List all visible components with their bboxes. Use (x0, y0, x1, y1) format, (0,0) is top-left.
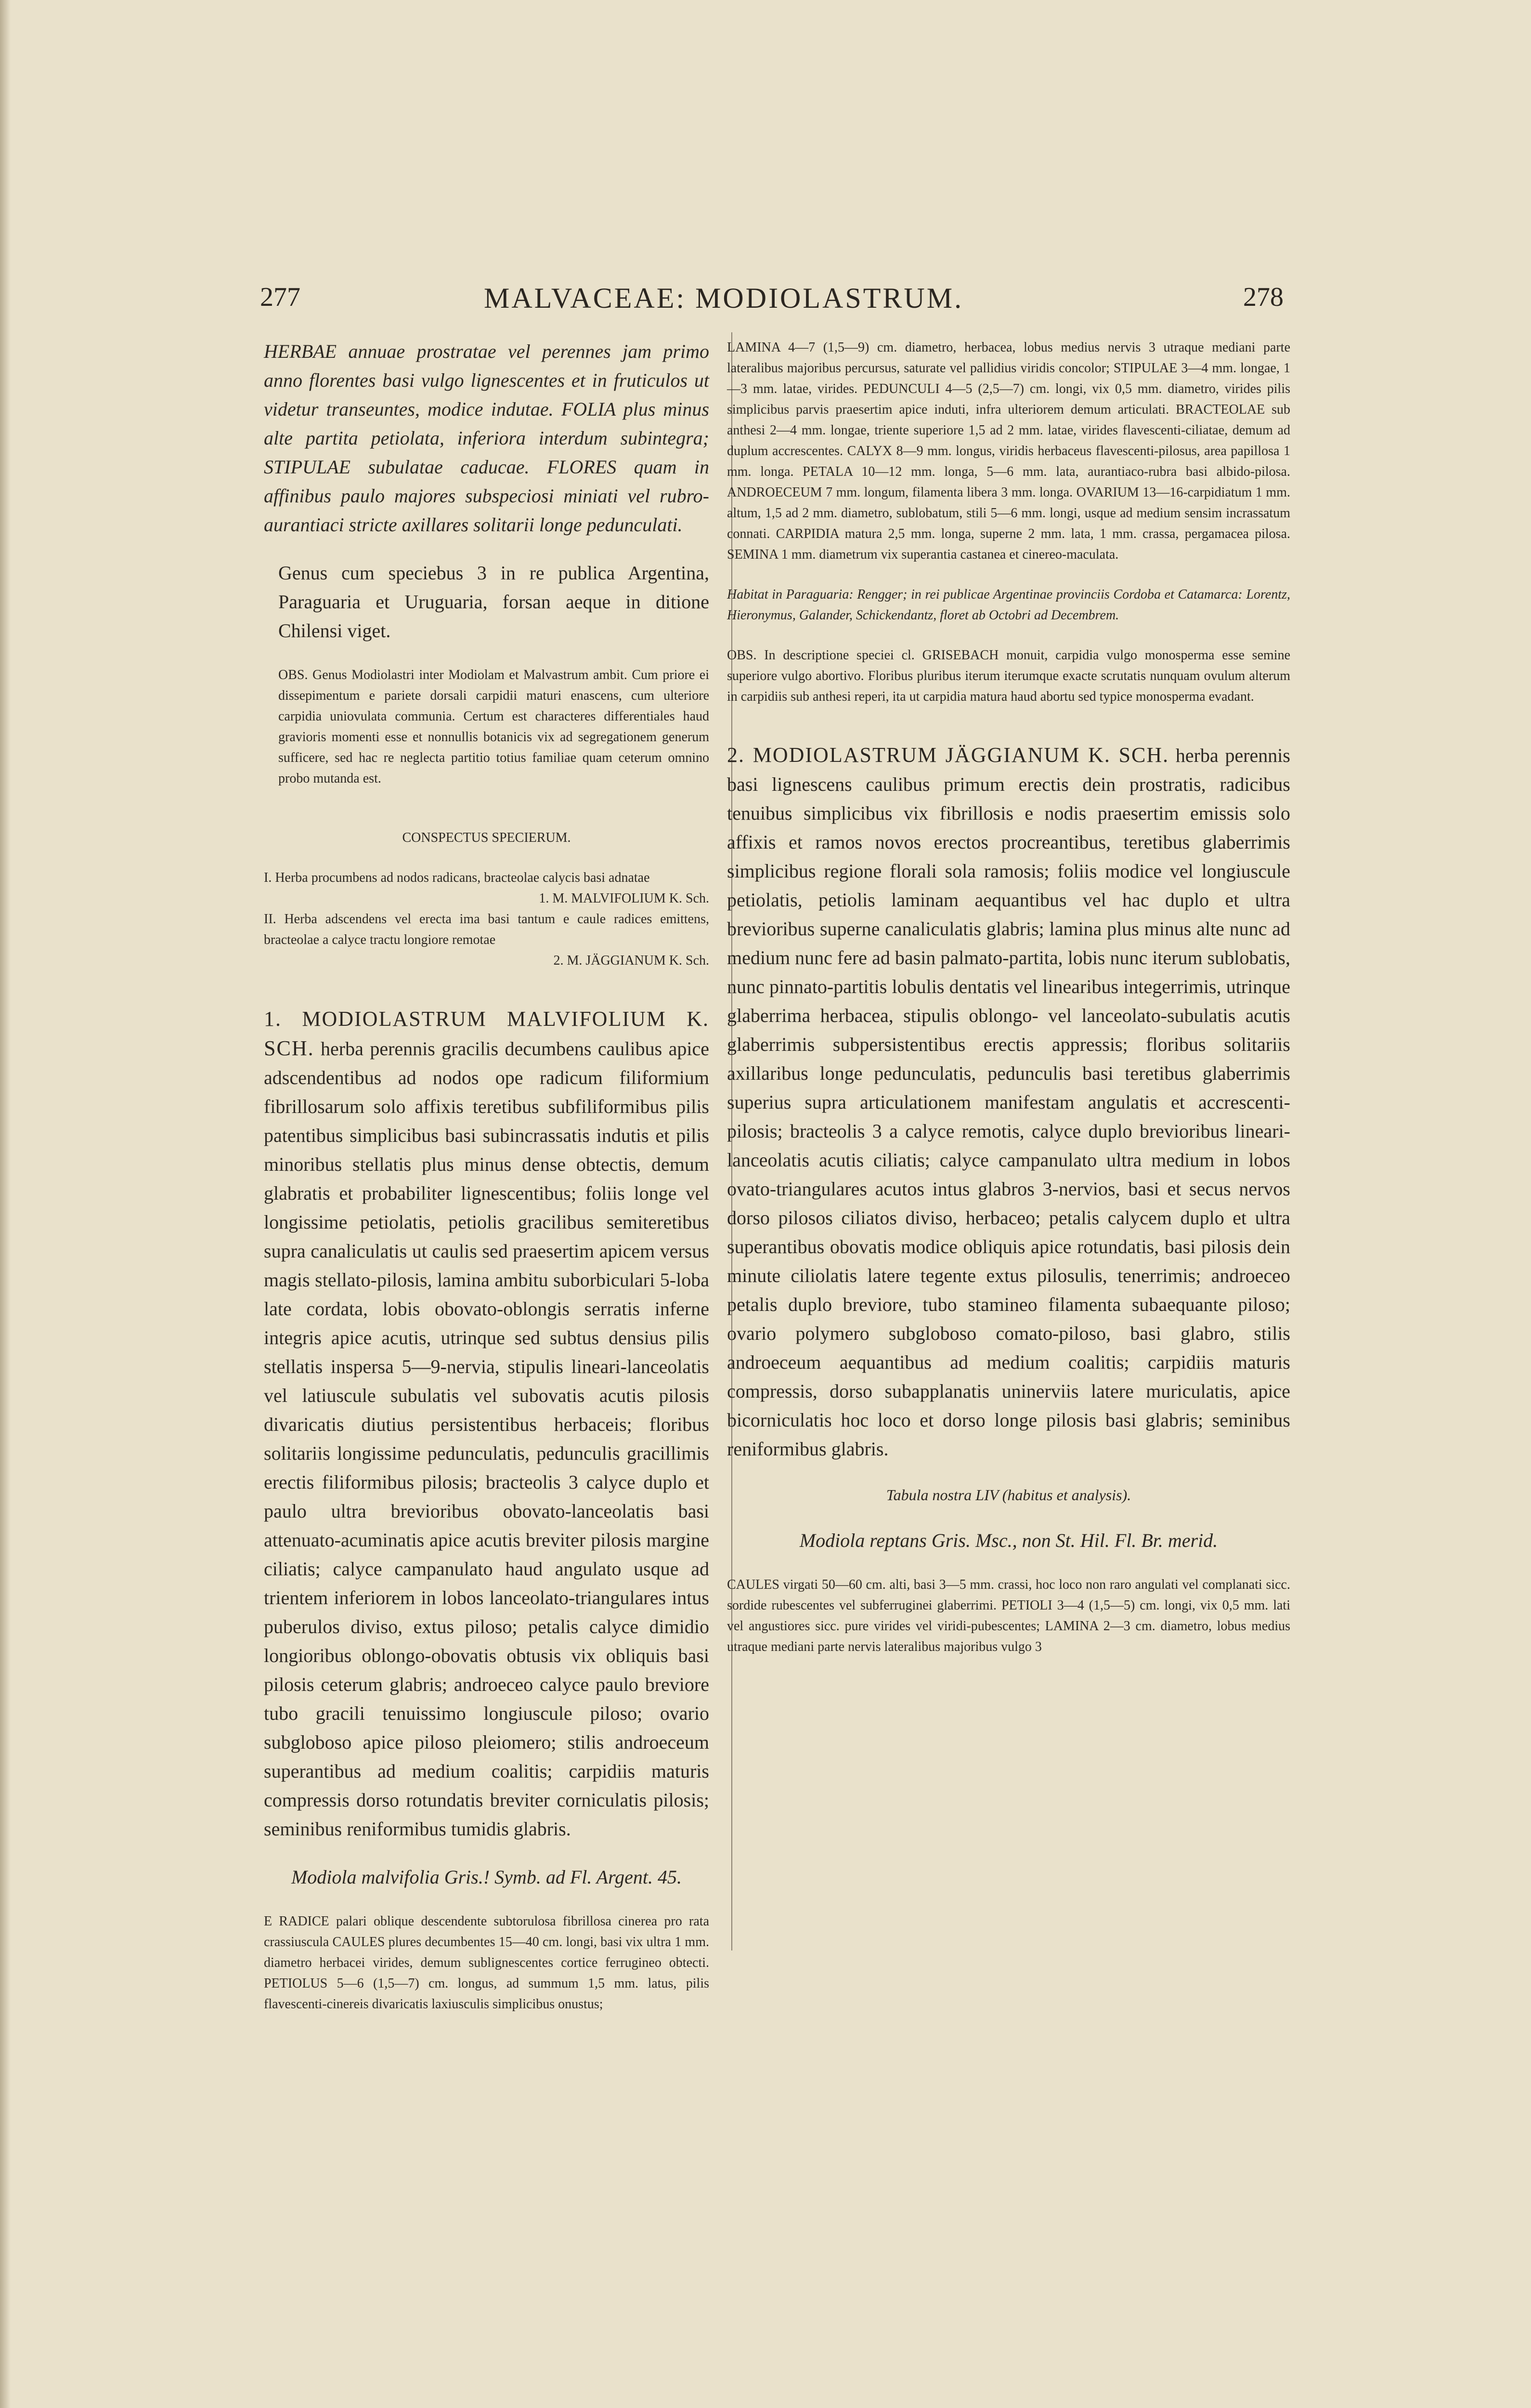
species-1-description-continued: LAMINA 4—7 (1,5—9) cm. diametro, herbacea, lobus medius nervis 3 utraque mediani parte lateralibus majoribus percursus, saturate vel pallidius viridis concolor; STIPULAE 3—4 mm. longae, 1—3 mm. latae, virides. PEDUNCULI 4—5 (2,5—7) cm. longi, vix 0,5 mm. diametro, virides pilis simplicibus parvis praesertim apice induti, infra ulteriorem demum articulati. BRACTEOLAE sub anthesi 2—4 mm. longae, triente superiore 1,5 ad 2 mm. latae, virides flavescenti-ciliatae, demum ad duplum accrescentes. CALYX 8—9 mm. longus, viridis herbaceus flavescenti-pilosus, area papillosa 1 mm. longa. PETALA 10—12 mm. longa, 5—6 mm. lata, aurantiaco-rubra basi albido-pilosa. ANDROECEUM 7 mm. longum, filamenta libera 3 mm. longa. OVARIUM 13—16-carpidiatum 1 mm. altum, 1,5 ad 2 mm. diametro, sublobatum, stili 5—6 mm. longi, usque ad medium sensim incrassatum connati. CARPIDIA matura 2,5 mm. longa, superne 2 mm. lata, 1 mm. crassa, pergamacea pilosa. SEMINA 1 mm. diametrum vix superantia castanea et cinereo-maculata. (727, 340, 1290, 562)
species-2-heading: 2. MODIOLASTRUM JÄGGIANUM K. SCH. (727, 743, 1169, 767)
plate-reference: Tabula nostra LIV (habitus et analysis). (886, 1486, 1131, 1504)
key-item-1-text: I. Herba procumbens ad nodos radicans, bracteolae calycis basi adnatae (264, 870, 650, 885)
species-1-detailed-description: E RADICE palari oblique descendente subtorulosa fibrillosa cinerea pro rata crassiuscula CAULES plures decumbentes 15—40 cm. longi, basi vix ultra 1 mm. diametro herbacei virides, demum sublignescentes cortice ferrugineo obtecti. PETIOLUS 5—6 (1,5—7) cm. longus, ad summum 1,5 mm. latus, pilis flavescenti-cinereis divaricatis laxiusculis simplicibus onustus; (264, 1914, 709, 2012)
right-column (727, 337, 1290, 1657)
species-2-text: herba perennis basi lignescens caulibus primum erectis dein prostratis, radicibus tenuibus simplicibus vix fibrillosis e nodis praesertim emissis solo affixis et ramos novos erectos procreantibus, teretibus glaberrimis simplicibus regione florali sola ramosis; foliis modice vel longiuscule petiolatis, petiolis laminam aequantibus vel hac duplo et ultra brevioribus superne canaliculatis glabris; lamina plus minus alte nunc ad medium nunc fere ad basin palmato-partita, lobis nunc iterum sublobatis, nunc pinnato-partitis lobulis dentatis vel linearibus integerrimis, utrinque glaberrima herbacea, stipulis oblongo- vel lanceolato-subulatis acutis glaberrimis subpersistentibus erectis appressis; floribus solitariis axillaribus longe pedunculatis, pedunculis basi teretibus glaberrimis superius supra articulationem manifestam angulatis et accrescenti-pilosis; bracteolis 3 a calyce remotis, calyce duplo brevioribus lineari-lanceolatis acutis ciliatis; calyce campanulato ultra medium in lobos ovato-triangulares acutos intus glabros 3-nervios, basi et secus nervos dorso pilosos ciliatos diviso, herbaceo; petalis calycem duplo et ultra superantibus obovatis modice obliquis apice rotundatis, basi pilosis dein minute ciliolatis latere tegente extus pilosulis, tenerrimis; androeceo petalis duplo breviore, tubo stamineo filamenta subaequante piloso; ovario polymero subgloboso comato-piloso, basi glabro, stilis androeceum aequantibus ad medium coalitis; carpidiis maturis compressis, dorso subapplanatis uninerviis latere muriculatis, apice bicorniculatis hoc loco et dorso longe pilosis basi glabris; seminibus reniformibus glabris. (727, 745, 1290, 1460)
left-page-number: 277 (260, 282, 300, 312)
species-1-text: herba perennis gracilis decumbens caulibus apice adscendentibus ad nodos ope radicum filiformium fibrillosarum solo affixis teretibus subfiliformibus pilis patentibus simplicibus basi subincrassatis indutis et pilis minoribus stellatis plus minus dense obtectis, demum glabratis et probabiliter lignescentibus; foliis longe vel longissime petiolatis, petiolis gracilibus semiteretibus supra canaliculatis ut caulis sed praesertim apicem versus magis stellato-pilosis, lamina ambitu suborbiculari 5-loba late cordata, lobis obovato-oblongis serratis inferne integris apice acutis, utrinque sed subtus densius pilis stellatis inspersa 5—9-nervia, stipulis lineari-lanceolatis vel latiuscule subulatis vel subovatis acutis pilosis divaricatis diutius persistentibus herbaceis; floribus solitariis longissime pedunculatis, pedunculis gracillimis erectis filiformibus pilosis; bracteolis 3 calyce duplo et paulo ultra brevioribus obovato-lanceolatis basi attenuato-acuminatis apice acutis breviter pilosis margine ciliatis; calyce campanulato haud angulato usque ad trientem inferiorem in lobos lanceolato-triangulares intus puberulos diviso, extus piloso; petalis calyce dimidio longioribus oblongo-obovatis obtusis vix obliquis basi pilosis ceterum glabris; androeceo calyce paulo breviore tubo gracili tenuissimo longiuscule piloso; ovario subgloboso apice piloso pleiomero; stilis androeceum superantibus ad medium coalitis; carpidiis maturis compressis dorso rotundatis breviter corniculatis pilosis; seminibus reniformibus tumidis glabris. (264, 1038, 709, 1840)
conspectus-title: CONSPECTUS SPECIERUM. (402, 830, 571, 845)
species-key (264, 867, 709, 971)
genus-description: HERBAE annuae prostratae vel perennes jam primo anno florentes basi vulgo lignescentes et in fruticulos ut videtur transeuntes, modice indutae. FOLIA plus minus alte partita petiolata, inferiora interdum subintegra; STIPULAE subulatae caducae. FLORES quam in affinibus paulo majores subspeciosi miniati vel rubro-aurantiaci stricte axillares solitarii longe pedunculati. (264, 340, 709, 536)
right-page-number: 278 (1243, 282, 1284, 312)
page-edge-shadow (0, 0, 11, 2408)
genus-observation: OBS. Genus Modiolastri inter Modiolam et Malvastrum ambit. Cum priore ei dissepimentum e pariete dorsali carpidii maturi enascens, cum ulteriore carpidia uniovulata communia. Certum est characteres differentiales haud gravioris momenti esse et nonnullis botanicis vix ad segregationem generum sufficere, sed hac re neglecta partitio totius familiae quam ceterum omnino probo mutanda est. (278, 667, 709, 786)
species-2-synonym: Modiola reptans Gris. Msc., non St. Hil. Fl. Br. merid. (799, 1530, 1218, 1551)
key-item-2-text: II. Herba adscendens vel erecta ima basi tantum e caule radices emittens, bracteolae a calyce tractu longiore remotae (264, 912, 709, 947)
running-head: MALVACEAE: MODIOLASTRUM. (484, 282, 964, 314)
key-item-1-result: 1. M. MALVIFOLIUM K. Sch. (539, 891, 709, 906)
genus-distribution: Genus cum speciebus 3 in re publica Argentina, Paraguaria et Uruguaria, forsan aeque in ditione Chilensi viget. (278, 562, 709, 641)
species-1-observation: OBS. In descriptione speciei cl. GRISEBACH monuit, carpidia vulgo monosperma esse semine superiore vulgo abortivo. Floribus pluribus iterum iterumque exacte scrutatis nunquam ovulum alterum in carpidiis sub anthesi reperi, ita ut carpidia matura haud abortu sed typice monosperma evadant. (727, 648, 1290, 704)
species-2-detailed-description: CAULES virgati 50—60 cm. alti, basi 3—5 mm. crassi, hoc loco non raro angulati vel complanati sicc. sordide rubescentes vel subferruginei glaberrimi. PETIOLI 3—4 (1,5—5) cm. longi, vix 0,5 mm. lati vel angustiores sicc. pure virides vel viridi-pubescentes; LAMINA 2—3 cm. diametro, lobus medius utraque mediani parte nervis lateralibus majoribus vulgo 3 (727, 1577, 1290, 1654)
species-1-description (264, 1005, 709, 1844)
species-1-synonym: Modiola malvifolia Gris.! Symb. ad Fl. Argent. 45. (291, 1866, 682, 1888)
species-2-description (727, 741, 1290, 1464)
species-1-heading: 1. MODIOLASTRUM MALVIFOLIUM K. SCH. (264, 1007, 709, 1060)
species-1-habitat: Habitat in Paraguaria: Rengger; in rei publicae Argentinae provinciis Cordoba et Catamarca: Lorentz, Hieronymus, Galander, Schickendantz, floret ab Octobri ad Decembrem. (727, 587, 1290, 623)
key-item-2-result: 2. M. JÄGGIANUM K. Sch. (553, 953, 709, 968)
left-column (264, 337, 709, 2015)
page-header (0, 282, 1531, 320)
